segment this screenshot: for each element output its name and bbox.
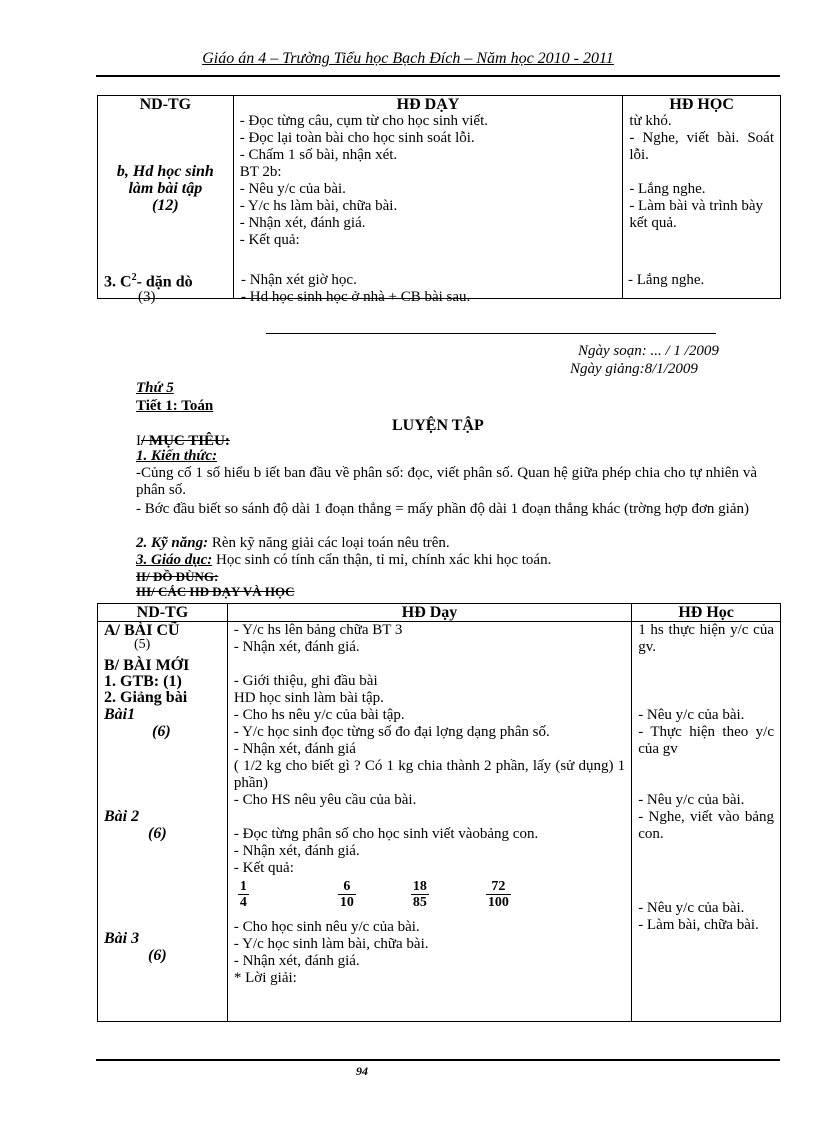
ky-nang: 2. Kỹ năng: Rèn kỹ năng giải các loại toán nêu trên. xyxy=(136,535,450,551)
cac-hd: III/ CÁC HĐ DẠY VÀ HỌC xyxy=(136,584,295,599)
day-line: - Nhận xét, đánh giá. xyxy=(239,215,366,231)
section-b-new-title: B/ BÀI MỚI xyxy=(104,657,190,674)
hoc-line: - Nghe, viết vào bảng con. xyxy=(638,809,774,842)
day-line: - Nêu y/c của bài. xyxy=(239,181,346,197)
page-header: Giáo án 4 – Trường Tiểu học Bạch Đích – Năm học 2010 - 2011 xyxy=(202,50,614,67)
hoc-line: - Thực hiện theo y/c của gv xyxy=(638,724,774,757)
hoc-cell xyxy=(623,96,781,299)
col-hoc-header-2: HĐ Học xyxy=(632,604,781,622)
date-giang: Ngày giảng:8/1/2009 xyxy=(570,361,698,377)
giao-duc: 3. Giáo dục: Học sinh có tính cẩn thận, tỉ mỉ, chính xác khi học toán. xyxy=(136,552,552,568)
section-c-title: 3. $C^2-$ dặn dò xyxy=(104,272,193,291)
nd-cell-2 xyxy=(98,622,228,1022)
activity-table-2 xyxy=(97,603,781,1022)
section-c-time: (3) xyxy=(138,289,156,305)
kien-thuc-2: - Bớc đầu biết so sánh độ dài 1 đoạn thẳng = mấy phần độ dài 1 đoạn thẳng khác (trờng hợp đơn giản) xyxy=(136,501,749,517)
hoc-line: - Làm bài, chữa bài. xyxy=(638,917,759,933)
day-line: - Y/c học sinh đọc từng số đo đại lợng dạng phân số. xyxy=(233,724,550,740)
day-line: * Lời giải: xyxy=(233,970,297,986)
fraction: $\frac{72}{100}$ xyxy=(487,879,509,910)
giang-bai-title: 2. Giảng bài xyxy=(104,689,188,706)
kien-thuc-label: 1. Kiến thức: xyxy=(136,448,218,464)
day-line: - Đọc từng phân số cho học sinh viết vàobảng con. xyxy=(233,826,539,842)
section-b-title: b, Hd học sinh làm bài tập xyxy=(116,163,214,197)
fraction: $\frac{6}{10}$ xyxy=(339,879,354,910)
col-nd-header-2: ND-TG xyxy=(98,604,228,622)
bai2-time: (6) xyxy=(148,825,167,842)
section-c-day-2: - Hd học sinh học ở nhà + CB bài sau. xyxy=(241,289,471,305)
activity-table-1 xyxy=(97,95,781,299)
bai2-title: Bài 2 xyxy=(104,808,140,825)
day-line: - Kết quả: xyxy=(233,860,294,876)
footer-rule xyxy=(96,1059,780,1061)
hoc-line: - Làm bài và trình bày kết quả. xyxy=(629,198,764,231)
bai3-title: Bài 3 xyxy=(104,930,140,947)
section-a-title: A/ BÀI CŨ xyxy=(104,622,180,639)
bai1-title: Bài1 xyxy=(104,706,136,723)
bai1-time: (6) xyxy=(152,723,171,740)
fraction: $\frac{1}{4}$ xyxy=(239,879,247,910)
col-day-header-2: HĐ Dạy xyxy=(227,604,631,622)
day-line: ( 1/2 kg cho biết gì ? Có 1 kg chia thành 2 phần, lấy (sử dụng) 1 phần) xyxy=(233,758,626,791)
do-dung: II/ ĐỒ DÙNG: xyxy=(136,569,219,584)
day-line: - Nhận xét, đánh giá. xyxy=(233,953,360,969)
hoc-line: - Nêu y/c của bài. xyxy=(638,707,745,723)
section-b-time: (12) xyxy=(152,197,179,214)
day-line: - Cho hs nêu y/c của bài tập. xyxy=(233,707,405,723)
col-hoc-header: HĐ HỌC xyxy=(669,96,734,113)
hoc-line: - Nêu y/c của bài. xyxy=(638,792,745,808)
day-line: - Nhận xét, đánh giá xyxy=(233,741,356,757)
day-line: - Chấm 1 số bài, nhận xét. xyxy=(239,147,398,163)
day-line: - Kết quả: xyxy=(239,232,300,248)
hoc-line: - Nghe, viết bài. Soát lỗi. xyxy=(629,130,774,163)
day-line: - Y/c hs lên bảng chữa BT 3 xyxy=(233,622,403,638)
section-c-day-1: - Nhận xét giờ học. xyxy=(241,272,357,288)
lesson-title: LUYỆN TẬP xyxy=(392,417,484,434)
day-line: - Y/c hs làm bài, chữa bài. xyxy=(239,198,398,214)
day-line: - Giới thiệu, ghi đầu bài xyxy=(233,673,378,689)
day-cell xyxy=(233,96,623,299)
col-day-header: HĐ DẠY xyxy=(396,96,460,113)
bai3-time: (6) xyxy=(148,947,167,964)
day-line: - Cho HS nêu yêu cầu của bài. xyxy=(233,792,417,808)
lesson-day: Thứ 5 xyxy=(136,380,174,396)
date-soan: Ngày soạn: ... / 1 /2009 xyxy=(578,343,719,359)
lesson-period: Tiết 1: Toán xyxy=(136,398,214,414)
separator xyxy=(266,333,716,334)
day-line: - Nhận xét, đánh giá. xyxy=(233,639,360,655)
fraction-row xyxy=(234,879,625,919)
day-line: HD học sinh làm bài tập. xyxy=(233,690,384,706)
section-a-time: (5) xyxy=(134,637,151,652)
day-line: BT 2b: xyxy=(239,164,282,180)
page-number: 94 xyxy=(356,1064,368,1078)
day-line: - Y/c học sinh làm bài, chữa bài. xyxy=(233,936,429,952)
hoc-line: - Lắng nghe. xyxy=(629,181,706,197)
fraction: $\frac{18}{85}$ xyxy=(412,879,427,910)
hoc-line: từ khó. xyxy=(629,113,672,129)
header-rule xyxy=(96,75,780,77)
nd-cell xyxy=(98,96,234,299)
day-line: - Nhận xét, đánh giá. xyxy=(233,843,360,859)
day-line: - Đọc từng câu, cụm từ cho học sinh viết. xyxy=(239,113,488,129)
hoc-cell-2 xyxy=(632,622,781,1022)
kien-thuc-1: -Củng cố 1 số hiểu b iết ban đầu về phân số: đọc, viết phân số. Quan hệ giữa phép chia cho tự nhiên và phân số. xyxy=(136,465,757,498)
hoc-line: 1 hs thực hiện y/c của gv. xyxy=(638,622,774,655)
day-line: - Đọc lại toàn bài cho học sinh soát lỗi. xyxy=(239,130,475,146)
day-line: - Cho học sinh nêu y/c của bài. xyxy=(233,919,420,935)
col-nd-header: ND-TG xyxy=(139,96,192,113)
day-cell-2 xyxy=(227,622,631,1022)
muc-tieu: I/ MỤC TIÊU: xyxy=(136,433,230,449)
section-c-hoc: - Lắng nghe. xyxy=(628,272,705,288)
hoc-line: - Nêu y/c của bài. xyxy=(638,900,745,916)
gtb-title: 1. GTB: (1) xyxy=(104,673,182,690)
